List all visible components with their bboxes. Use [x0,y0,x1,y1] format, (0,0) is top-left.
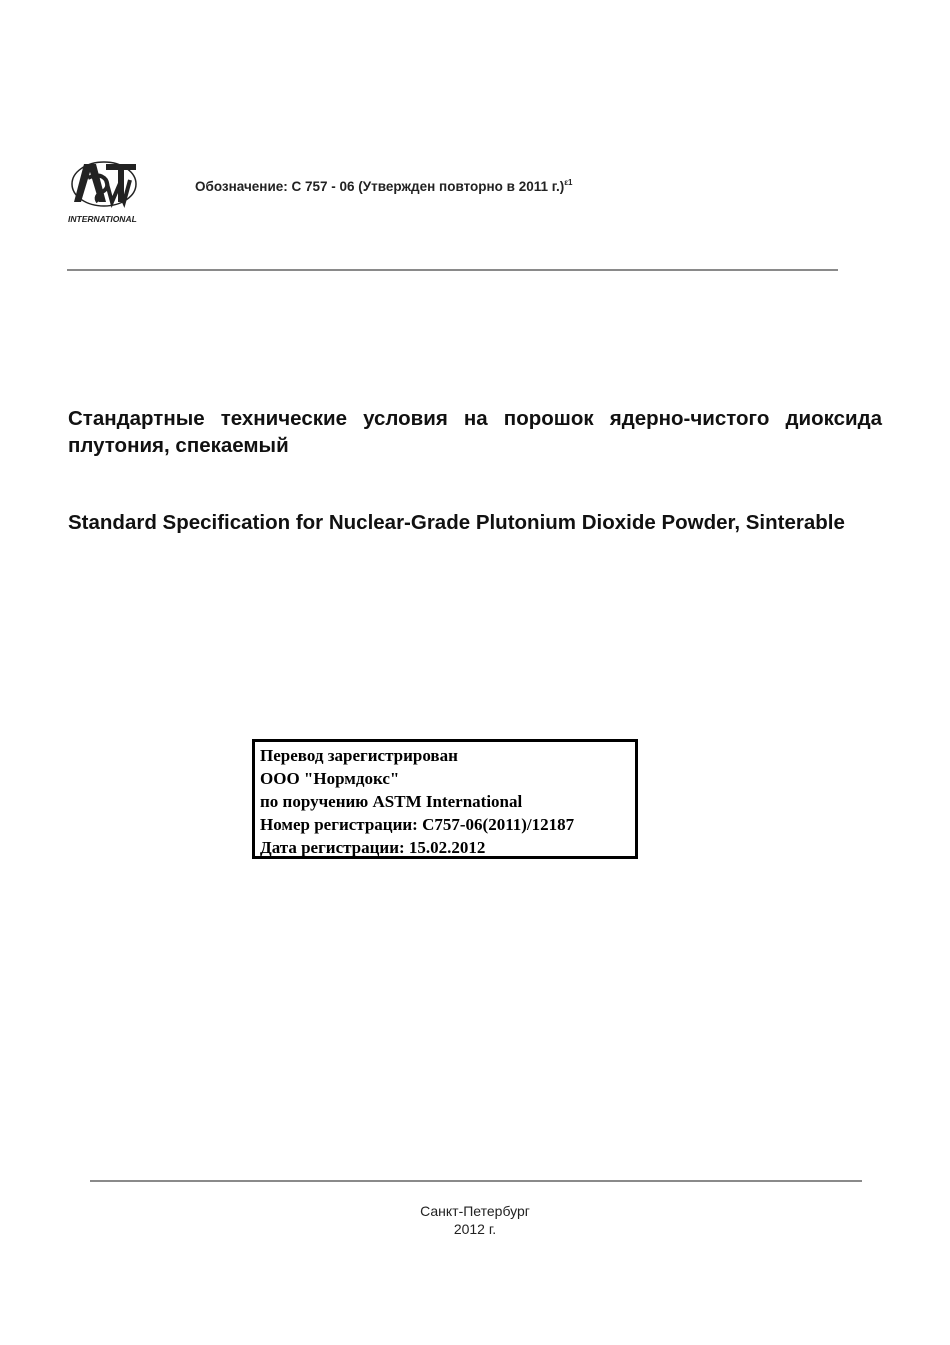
title-russian: Стандартные технические условия на порошок ядерно-чистого диоксида плутония, спекаемый [68,407,882,457]
registration-line-3: по поручению ASTM International [260,792,523,811]
designation-text: Обозначение: C 757 - 06 (Утвержден повторно в 2011 г.) [195,179,565,194]
astm-logo [66,158,144,228]
footer-city: Санкт-Петербург [420,1203,530,1219]
title-english: Standard Specification for Nuclear-Grade Plutonium Dioxide Powder, Sinterable [68,511,845,534]
registration-date: Дата регистрации: 15.02.2012 [260,838,486,857]
designation-superscript: ε1 [564,178,573,187]
footer-year: 2012 г. [453,1221,497,1237]
registration-box [252,739,638,859]
bottom-divider [90,1180,862,1182]
registration-number: Номер регистрации: C757-06(2011)/12187 [260,815,575,834]
registration-line-2: ООО "Нормдокс" [260,769,400,788]
astm-logo-icon [66,158,144,228]
document-designation [195,178,573,194]
top-divider [67,269,838,271]
astm-logo-subtitle: INTERNATIONAL [68,214,137,224]
registration-line-1: Перевод зарегистрирован [260,746,458,765]
